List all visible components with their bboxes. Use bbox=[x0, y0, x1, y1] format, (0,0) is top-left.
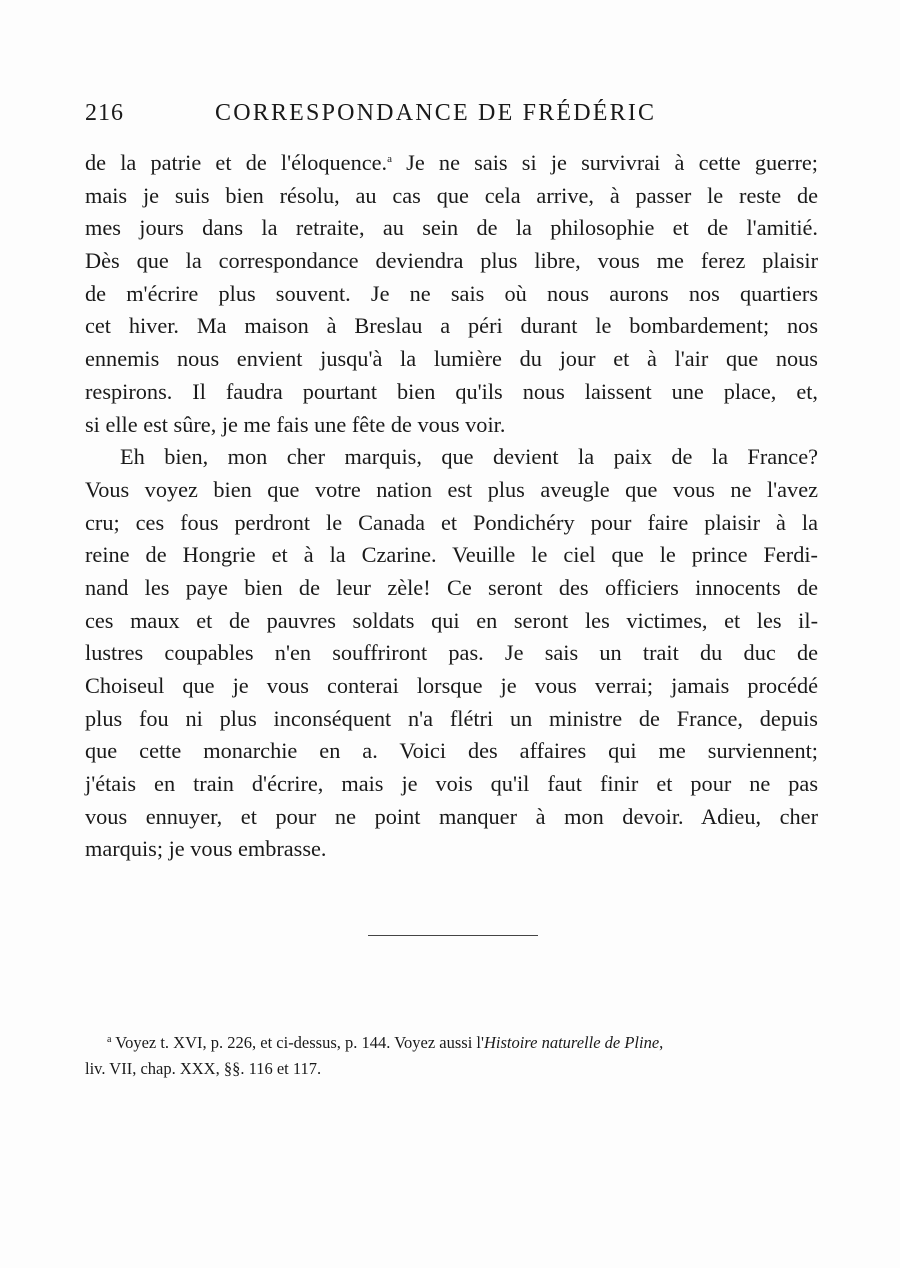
text-line: j'étais en train d'écrire, mais je vois qu'il faut finir et pour ne pas bbox=[85, 771, 818, 797]
footnote-separator bbox=[368, 935, 538, 936]
text-line: respirons. Il faudra pourtant bien qu'ils nous laissent une place, et, bbox=[85, 378, 818, 404]
text-line: ces maux et de pauvres soldats qui en seront les victimes, et les il- bbox=[85, 607, 818, 633]
text-line: ennemis nous envient jusqu'à la lumière du jour et à l'air que nous bbox=[85, 346, 818, 372]
footnote-line bbox=[85, 1030, 820, 1056]
text-line: reine de Hongrie et à la Czarine. Veuille le ciel que le prince Ferdi- bbox=[85, 542, 818, 568]
footnote-marker: a bbox=[107, 1034, 112, 1045]
running-title: CORRESPONDANCE DE FRÉDÉRIC bbox=[215, 100, 657, 126]
text-line: plus fou ni plus inconséquent n'a flétri un ministre de France, depuis bbox=[85, 705, 818, 731]
footnote-text: , bbox=[659, 1033, 664, 1052]
text-line: mes jours dans la retraite, au sein de la philosophie et de l'amitié. bbox=[85, 215, 818, 241]
body-text bbox=[85, 147, 818, 866]
page-number: 216 bbox=[85, 100, 124, 126]
text-line: Eh bien, mon cher marquis, que devient la paix de la France? bbox=[120, 444, 818, 470]
text-line bbox=[85, 147, 818, 180]
page-header bbox=[85, 100, 820, 136]
footnote-line: liv. VII, chap. XXX, §§. 116 et 117. bbox=[85, 1059, 322, 1078]
text-line: nand les paye bien de leur zèle! Ce seront des officiers innocents de bbox=[85, 574, 818, 600]
text-segment: de la patrie et de l'éloquence. bbox=[85, 150, 388, 175]
text-line: lustres coupables n'en souffriront pas. Je sais un trait du duc de bbox=[85, 640, 818, 666]
text-segment: Je ne sais si je survivrai à cette guerre; bbox=[391, 150, 818, 175]
text-line: vous ennuyer, et pour ne point manquer à mon devoir. Adieu, cher bbox=[85, 803, 818, 829]
text-line: Dès que la correspondance deviendra plus libre, vous me ferez plaisir bbox=[85, 248, 818, 274]
text-line: marquis; je vous embrasse. bbox=[85, 836, 327, 862]
footnote bbox=[85, 1030, 820, 1082]
text-line: de m'écrire plus souvent. Je ne sais où nous aurons nos quartiers bbox=[85, 280, 818, 306]
text-line: si elle est sûre, je me fais une fête de vous voir. bbox=[85, 411, 506, 437]
text-line: que cette monarchie en a. Voici des affaires qui me surviennent; bbox=[85, 738, 818, 764]
text-line: cru; ces fous perdront le Canada et Pondichéry pour faire plaisir à la bbox=[85, 509, 818, 535]
text-line: Choiseul que je vous conterai lorsque je vous verrai; jamais procédé bbox=[85, 673, 818, 698]
text-line: cet hiver. Ma maison à Breslau a péri durant le bombardement; nos bbox=[85, 313, 818, 339]
footnote-citation-title: Histoire naturelle de Pline bbox=[483, 1033, 660, 1052]
footnote-text: Voyez t. XVI, p. 226, et ci-dessus, p. 144. Voyez aussi l' bbox=[111, 1033, 484, 1052]
text-line: mais je suis bien résolu, au cas que cela arrive, à passer le reste de bbox=[85, 182, 818, 208]
text-line: Vous voyez bien que votre nation est plus aveugle que vous ne l'avez bbox=[85, 476, 818, 502]
footnote-reference: a bbox=[387, 153, 392, 165]
